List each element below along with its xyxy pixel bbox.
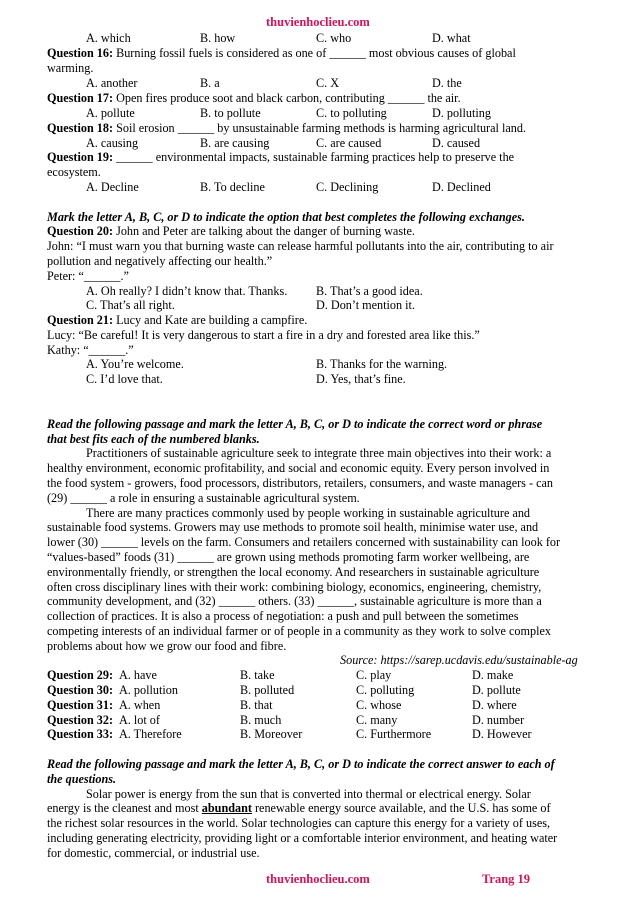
q18-option-b: B. are causing: [200, 136, 270, 150]
q19-stem-cont: ecosystem.: [47, 165, 101, 179]
q16-option-b: B. a: [200, 76, 220, 90]
cloze-option-c: C. play: [356, 668, 392, 682]
q16-option-d: D. the: [432, 76, 462, 90]
passage1-line: community development, and (32) ______ others. (33) ______, sustainable agriculture is more than a: [47, 594, 542, 608]
q20-option-c: C. That’s all right.: [86, 298, 175, 312]
q21-kathy: Kathy: “______.”: [47, 343, 134, 357]
cloze-option-a: A. pollution: [119, 683, 178, 697]
q21-option-a: A. You’re welcome.: [86, 357, 184, 371]
q19-stem: [47, 150, 514, 165]
q15-option-d: D. what: [432, 31, 471, 45]
passage1-line: problems about how we grow our food and fibre.: [47, 639, 287, 653]
passage1-line: lower (30) ______ levels on the farm. Consumers and retailers concerned with sustainability can look for: [47, 535, 561, 549]
q18-option-d: D. caused: [432, 136, 481, 150]
q21-option-c: C. I’d love that.: [86, 372, 163, 386]
q21-option-b: B. Thanks for the warning.: [316, 357, 448, 371]
cloze-option-c: C. Furthermore: [356, 727, 432, 741]
cloze-question-label: Question 32:: [47, 713, 114, 727]
q15-option-b: B. how: [200, 31, 236, 45]
q18-option-c: C. are caused: [316, 136, 382, 150]
cloze-option-b: B. much: [240, 713, 282, 727]
cloze-option-d: D. where: [472, 698, 517, 712]
q20-peter: Peter: “______.”: [47, 269, 129, 283]
passage1-line: environmentally friendly, or strengthen the local economy. And researchers in sustainable agriculture: [47, 565, 540, 579]
passage1-line: often cross disciplinary lines with their work: combining biology, economics, engineering, chemistry,: [47, 580, 542, 594]
q17-stem: [47, 91, 461, 106]
cloze-option-c: C. polluting: [356, 683, 415, 697]
q21-text: Lucy and Kate are building a campfire.: [116, 313, 308, 327]
passage2-text: renewable energy source available, and the U.S. has some of: [251, 801, 551, 815]
q20-option-b: B. That’s a good idea.: [316, 284, 423, 298]
q17-option-b: B. to pollute: [200, 106, 261, 120]
footer-site: thuvienhoclieu.com: [266, 872, 370, 886]
q20-text: John and Peter are talking about the danger of burning waste.: [116, 224, 415, 238]
q18-stem: [47, 121, 526, 136]
passage2-line: the richest solar resources in the world. Solar technologies can capture this energy for a variety of uses,: [47, 816, 551, 830]
underlined-word: abundant: [201, 801, 252, 815]
header-site: thuvienhoclieu.com: [266, 15, 370, 29]
cloze-option-a: A. have: [119, 668, 157, 682]
passage1-line: healthy environment, economic profitability, and social and economic equity. Every person involved in: [47, 461, 550, 475]
q15-option-a: A. which: [86, 31, 131, 45]
q19-option-c: C. Declining: [316, 180, 379, 194]
q20-option-d: D. Don’t mention it.: [316, 298, 415, 312]
q18-text: Soil erosion ______ by unsustainable farming methods is harming agricultural land.: [116, 121, 526, 135]
cloze-option-d: D. pollute: [472, 683, 521, 697]
passage1-line: (29) ______ a role in ensuring a sustainable agricultural system.: [47, 491, 360, 505]
cloze-option-b: B. polluted: [240, 683, 295, 697]
cloze-question-label: Question 29:: [47, 668, 114, 682]
q21-lucy: Lucy: “Be careful! It is very dangerous to start a fire in a dry and forested area like this.”: [47, 328, 480, 342]
q17-option-d: D. polluting: [432, 106, 491, 120]
q21-option-d: D. Yes, that’s fine.: [316, 372, 406, 386]
passage2-line: Solar power is energy from the sun that is converted into thermal or electrical energy. Solar: [86, 787, 531, 801]
q17-text: Open fires produce soot and black carbon, contributing ______ the air.: [116, 91, 461, 105]
passage1-line: Practitioners of sustainable agriculture seek to integrate three main objectives into their work: a: [86, 446, 552, 460]
cloze-option-b: B. that: [240, 698, 273, 712]
cloze-option-b: B. Moreover: [240, 727, 303, 741]
cloze-option-c: C. whose: [356, 698, 402, 712]
q16-text: Burning fossil fuels is considered as one of ______ most obvious causes of global: [116, 46, 516, 60]
q16-option-a: A. another: [86, 76, 138, 90]
passage2-line: for domestic, commercial, or industrial use.: [47, 846, 260, 860]
footer-page-number: Trang 19: [482, 872, 531, 886]
cloze-question-label: Question 33:: [47, 727, 114, 741]
q19-option-a: A. Decline: [86, 180, 139, 194]
passage1-instruction-line2: that best fits each of the numbered blanks.: [47, 432, 260, 446]
q20-stem: [47, 224, 415, 239]
q16-stem: [47, 46, 516, 61]
cloze-option-a: A. Therefore: [119, 727, 182, 741]
cloze-option-a: A. lot of: [119, 713, 160, 727]
cloze-option-d: D. However: [472, 727, 532, 741]
passage1-instruction-line1: Read the following passage and mark the letter A, B, C, or D to indicate the correct word or phrase: [47, 417, 543, 431]
passage2-instruction-line2: the questions.: [47, 772, 117, 786]
exchange-instruction: Mark the letter A, B, C, or D to indicate the option that best completes the following exchanges.: [47, 210, 525, 224]
q17-option-a: A. pollute: [86, 106, 135, 120]
passage1-line: There are many practices commonly used by people working in sustainable agriculture and: [86, 506, 531, 520]
q18-label: Question 18:: [47, 121, 114, 135]
q16-label: Question 16:: [47, 46, 114, 60]
passage2-instruction-line1: Read the following passage and mark the letter A, B, C, or D to indicate the correct answer to each of: [47, 757, 555, 771]
cloze-question-label: Question 30:: [47, 683, 114, 697]
q19-label: Question 19:: [47, 150, 114, 164]
passage1-line: competing interests of an individual farmer or of people in a community as they work to solve complex: [47, 624, 551, 638]
passage2-text: energy is the cleanest and most: [47, 801, 202, 815]
q17-label: Question 17:: [47, 91, 114, 105]
cloze-option-a: A. when: [119, 698, 161, 712]
q17-option-c: C. to polluting: [316, 106, 387, 120]
passage1-source: Source: https://sarep.ucdavis.edu/sustainable-ag: [340, 653, 578, 667]
q19-text: ______ environmental impacts, sustainable farming practices help to preserve the: [116, 150, 515, 164]
passage1-line: collection of practices. It is also a process of negotiation: a push and pull between the sometimes: [47, 609, 519, 623]
passage1-line: sustainable food systems. Growers may use methods to promote soil health, minimise water use, and: [47, 520, 539, 534]
q20-john-line1: John: “I must warn you that burning waste can release harmful pollutants into the air, contributing to air: [47, 239, 554, 253]
q19-option-b: B. To decline: [200, 180, 265, 194]
q20-label: Question 20:: [47, 224, 114, 238]
passage1-line: the food system - growers, food processors, distributors, retailers, consumers, and waste managers - can: [47, 476, 553, 490]
q20-john-line2: pollution and negatively affecting our health.”: [47, 254, 273, 268]
q16-option-c: C. X: [316, 76, 340, 90]
q16-stem-cont: warming.: [47, 61, 94, 75]
q19-option-d: D. Declined: [432, 180, 491, 194]
passage2-line: including generating electricity, providing light or a comfortable interior environment, and heating water: [47, 831, 558, 845]
q20-option-a: A. Oh really? I didn’t know that. Thanks.: [86, 284, 288, 298]
cloze-question-label: Question 31:: [47, 698, 114, 712]
cloze-option-d: D. make: [472, 668, 514, 682]
cloze-option-d: D. number: [472, 713, 525, 727]
q18-option-a: A. causing: [86, 136, 139, 150]
passage1-line: “values-based” foods (31) ______ are grown using methods promoting farm worker wellbeing, are: [47, 550, 530, 564]
q21-label: Question 21:: [47, 313, 114, 327]
cloze-option-b: B. take: [240, 668, 275, 682]
q15-option-c: C. who: [316, 31, 352, 45]
passage2-line: [47, 801, 551, 816]
cloze-option-c: C. many: [356, 713, 398, 727]
q21-stem: [47, 313, 307, 328]
